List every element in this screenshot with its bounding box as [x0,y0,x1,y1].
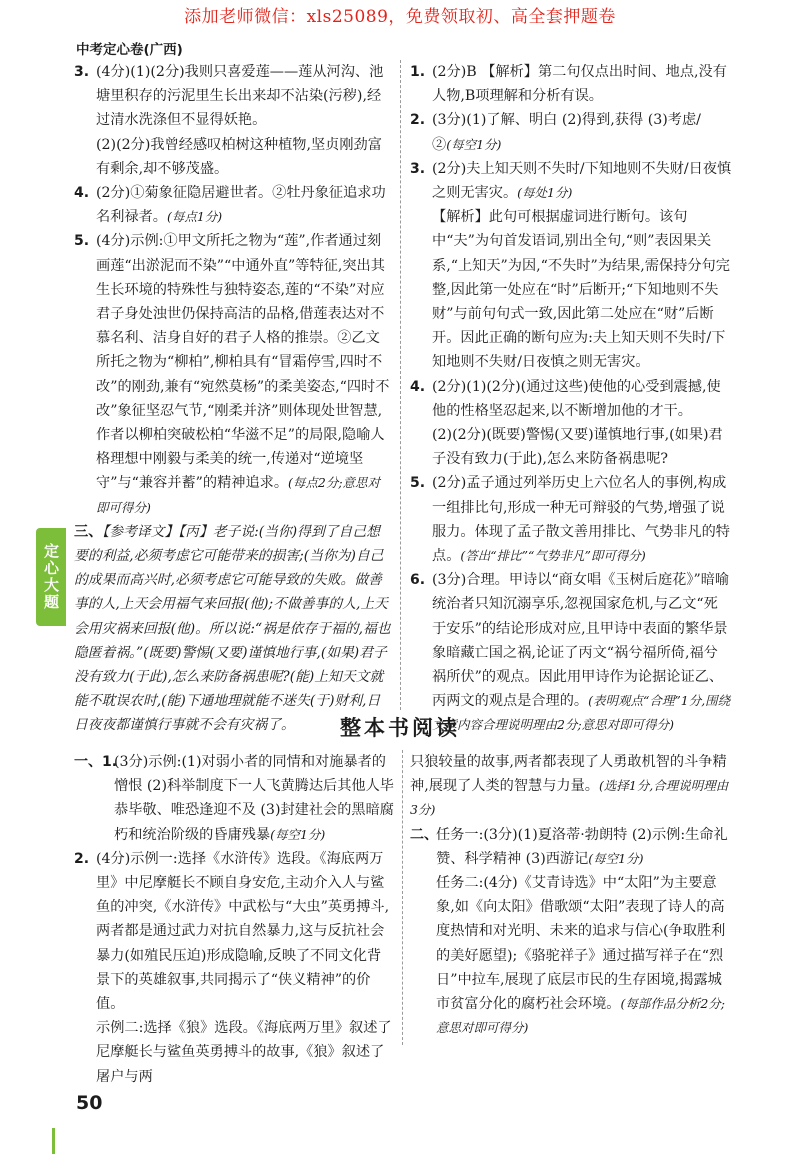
item-note: (答出“排比”“气势非凡”即可得分) [460,548,646,564]
item-text: (4分)示例:①甲文所托之物为“莲”,作者通过刻画莲“出淤泥而不染”“中通外直”等特征,突出其生长环境的特殊性与独特姿态,莲的“不染”对应君子身处浊世仍保持高洁的品格,借莲表达对不慕名利、洁身自好的君子人格的推崇。②乙文所托之物为“柳柏”,柳柏具有“冒霜停雪,四时不改”的刚劲,兼有“宛然莫杨”的柔美姿态,“四时不改”象征坚忍气节,“刚柔并济”则体现处世智慧,作者以柳柏突破松柏“华滋不足”的局限,隐喻人格理想中刚毅与柔美的统一,传递对“逆境坚守”与“兼容并蓄”的精神追求。 [96,233,390,492]
answer-item [410,823,732,1041]
item-number: 三、 [74,523,103,540]
item-number: 1. [410,64,426,80]
bottom-left-column [74,750,394,1089]
column-divider [400,60,401,710]
item-number: 一、1. [74,754,118,770]
left-column [74,60,392,738]
section-title: 整本书阅读 [340,716,460,740]
item-note: (表明观点“合理”1分,围绕文章内容合理说明理由2分;意思对即可得分) [432,693,731,733]
answer-item [74,229,392,519]
item-number: 3. [410,160,426,177]
item-extra: (2)(2分)(既要)警惕(又要)谨慎地行事,(如果)君子没有致力(于此),怎么来防备祸患呢? [432,427,723,468]
item-text: (3分)合理。甲诗以“商女唱《玉树后庭花》”暗喻统治者只知沉溺享乐,忽视国家危机,与乙文“死于安乐”的结论形成对应,且甲诗中表面的繁华景象暗藏亡国之祸,论证了丙文“祸兮福所倚,福兮祸所伏”的观点。因此用甲诗作为论据论证乙、丙两文的观点是合理的。 [432,572,730,710]
item-text: (2分)①菊象征隐居避世者。②牡丹象征追求功名利禄者。 [96,185,386,226]
column-divider-bottom [402,750,403,1045]
item-note: (每空1分) [446,136,502,152]
edge-mark [52,1128,55,1154]
answer-item [74,520,392,738]
answer-item [410,108,732,156]
item-text: (2分)(1)(2分)(通过这些)使他的心受到震撼,使他的性格坚忍起来,以不断增加他的才干。 [432,378,721,419]
item-text: 任务一:(3分)(1)夏洛蒂·勃朗特 (2)示例:生命礼赞、科学精神 (3)西游记 [436,826,728,867]
item-number: 二、 [410,826,438,843]
item-text: 只狼较量的故事,两者都表现了人勇敢机智的斗争精神,展现了人类的智慧与力量。 [410,754,727,795]
item-text: (4分)示例一:选择《水浒传》选段。《海底两万里》中尼摩艇长不顾自身安危,主动介入人与鲨鱼的冲突,《水浒传》中武松与“大虫”英勇搏斗,两者都是通过武力对抗自然暴力,这与反抗社会暴力(如殖民压迫)形成隐喻,反映了不同文化背景下的英雄叙事,共同揭示了“侠义精神”的价值。 [96,850,390,1013]
item-extra: 任务二:(4分)《艾青诗选》中“太阳”为主要意象,如《向太阳》借歌颂“太阳”表现了诗人的高度热情和对光明、未来的追求与信心(争取胜利的美好愿望);《骆驼祥子》通过描写祥子在“烈日”中拉车,展现了底层市民的生存困境,揭露城市贫富分化的腐朽社会环境。 [436,875,726,1013]
item-number: 3. [74,64,90,80]
item-text: (2分)夫上知天则不失时/下知地则不失财/日夜慎之则无害灾。 [432,160,732,202]
item-note: (每点2分;意思对即可得分) [96,475,381,515]
item-extra: 【解析】此句可根据虚词进行断句。该句中“夫”为句首发语词,别出全句,“则”表因果关系,“上知天”为因,“不失时”为结果,需保持分句完整,因此第一处应在“时”后断开;“下知地则不失财”与前句句式一致,因此第二处应在“财”后断开。因此正确的断句应为:夫上知天则不失时/下知地则不失财/日夜慎之则无害灾。 [432,209,730,371]
item-note: (每处1分) [517,185,573,201]
item-number: 2. [74,850,90,867]
answer-item [74,750,394,847]
page-number: 50 [76,1092,103,1114]
answer-item [74,181,392,229]
promo-banner: 添加老师微信：xls25089，免费领取初、高全套押题卷 [184,7,616,27]
item-number: 4. [410,378,426,395]
answer-item [410,375,732,472]
item-text: (3分)(1)了解、明白 (2)得到,获得 (3)考虑/② [432,112,701,153]
item-extra-note: (每部作品分析2分;意思对即可得分) [436,996,725,1036]
item-note: (每空1分) [270,826,326,842]
answer-item [410,471,732,568]
answer-item [74,847,394,1089]
item-number: 5. [74,233,90,250]
answer-item [410,750,732,823]
bottom-right-column [410,750,732,1040]
item-number: 4. [74,185,90,202]
answer-item [74,60,392,181]
item-note: (选择1分,合理说明理由3分) [410,778,729,818]
item-note: (每点1分) [166,209,223,225]
item-text: (3分)示例:(1)对弱小者的同情和对施暴者的憎恨 (2)科举制度下一人飞黄腾达后其他人毕恭毕敬、唯恐逢迎不及 (3)封建社会的黑暗腐朽和统治阶级的昏庸残暴 [114,754,394,843]
item-note: (每空1分) [588,850,644,866]
answer-item [410,157,732,375]
item-extra: (2)(2分)我曾经感叹柏树这种植物,坚贞刚劲富有剩余,却不够茂盛。 [96,136,382,177]
answer-item [410,60,732,108]
item-text: 【参考译文】【丙】老子说:(当你)得到了自己想要的利益,必须考虑它可能带来的损害;(当你为)自己的成果而高兴时,必须考虑它可能导致的失败。做善事的人,上天会用福气来回报(他);不做善事的人,上天会用灾祸来回报(他)。所以说:“祸是依存于福的,福也隐匿着祸。”(既要)警惕(又要)谨慎地行事,(如果)君子没有致力(于此),怎么来防备祸患呢?(能)上知天文就能不耽误农时,(能)下通地理就能不迷失(于)财利,日日夜夜都谨慎行事就不会有灾祸了。 [74,523,391,734]
side-tab: 定心大题 [36,528,66,626]
item-number: 5. [410,475,426,492]
item-extra: 示例二:选择《狼》选段。《海底两万里》叙述了尼摩艇长与鲨鱼英勇搏斗的故事,《狼》叙述了屠户与两 [96,1020,392,1085]
item-text: (2分)B 【解析】第二句仅点出时间、地点,没有人物,B项理解和分析有误。 [432,64,727,105]
item-number: 2. [410,112,426,129]
series-title: 中考定心卷(广西) [76,42,183,58]
right-column [410,60,732,738]
item-text: (2分)孟子通过列举历史上六位名人的事例,构成一组排比句,形成一种无可辩驳的气势,增强了说服力。体现了孟子散文善用排比、气势非凡的特点。 [432,475,730,565]
item-number: 6. [410,572,426,589]
item-text: (4分)(1)(2分)我则只喜爱莲——莲从河沟、池塘里积存的污泥里生长出来却不沾染(污秽),经过清水洗涤但不显得妖艳。 [96,64,384,129]
